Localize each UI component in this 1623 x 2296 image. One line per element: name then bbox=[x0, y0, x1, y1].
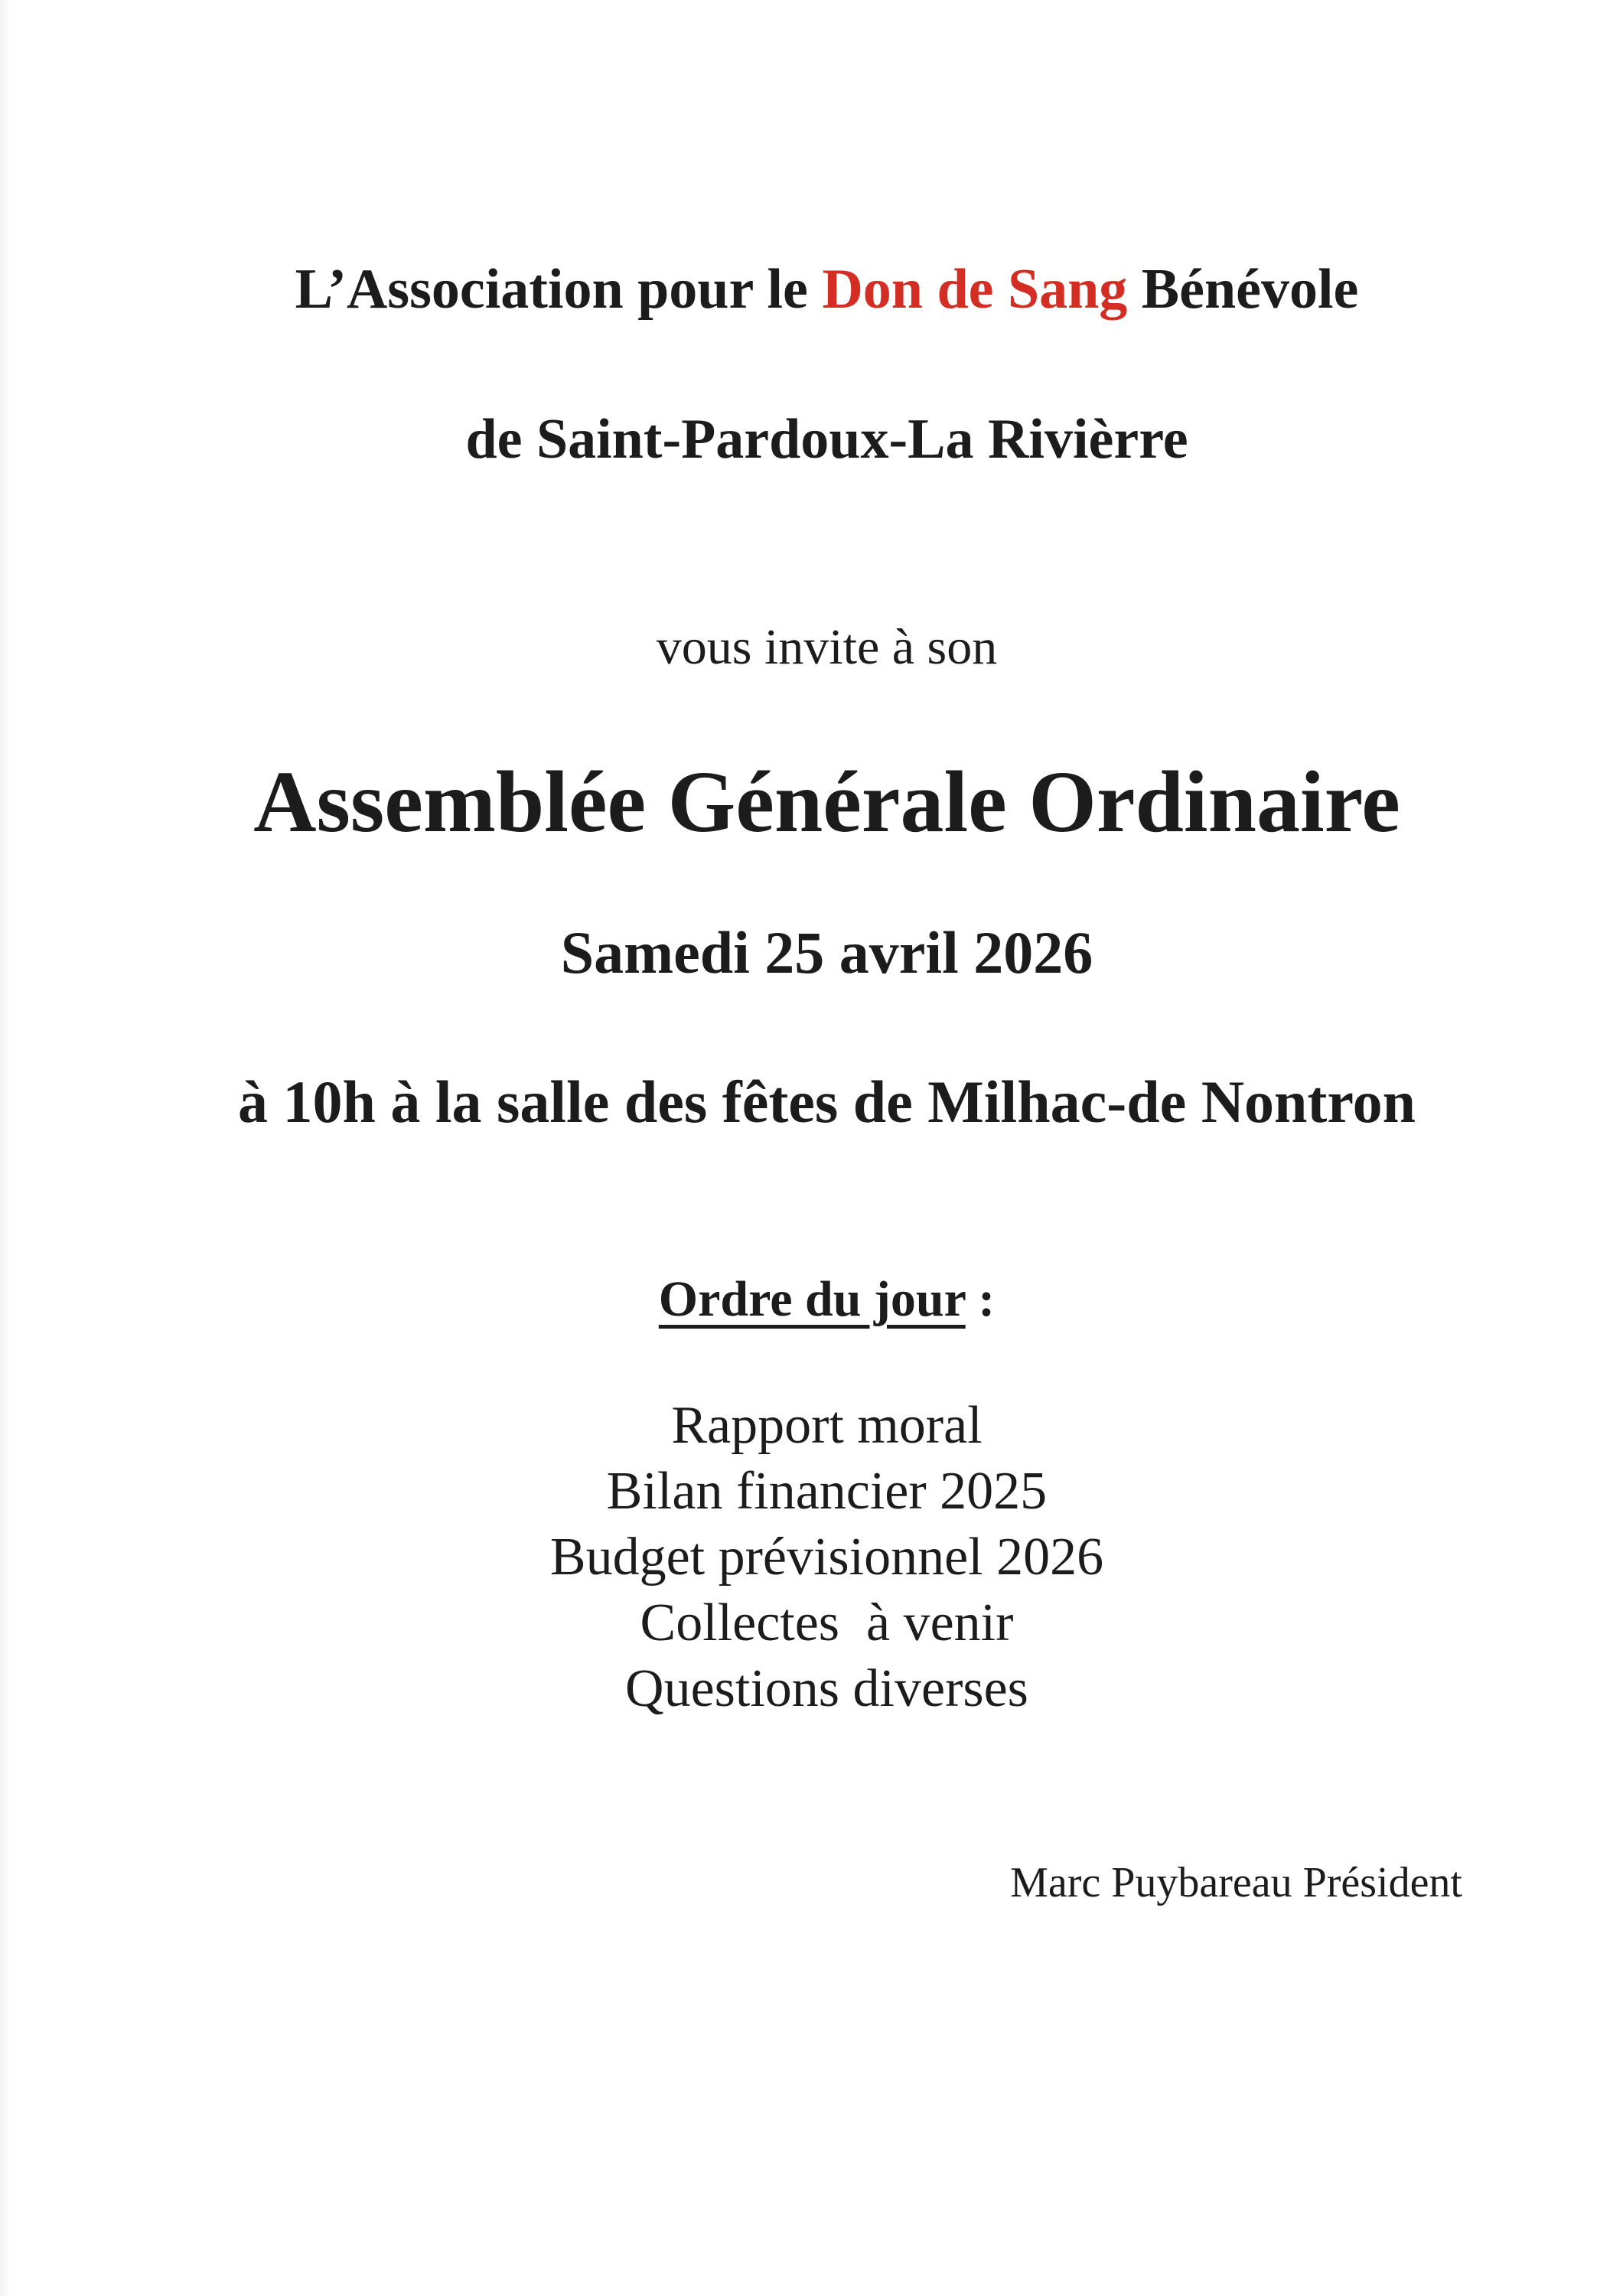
agenda-item: Rapport moral bbox=[671, 1396, 983, 1455]
event-title: Assemblée Générale Ordinaire bbox=[253, 753, 1400, 850]
invite-text: vous invite à son bbox=[656, 619, 998, 675]
signature: Marc Puybareau Président bbox=[1010, 1859, 1462, 1906]
agenda-heading-line bbox=[0, 1270, 1623, 1329]
agenda-heading-colon: : bbox=[965, 1271, 996, 1327]
agenda-item: Bilan financier 2025 bbox=[606, 1462, 1048, 1521]
event-date: Samedi 25 avril 2026 bbox=[560, 919, 1093, 986]
agenda-item: Questions diverses bbox=[625, 1659, 1028, 1718]
association-location: de Saint-Pardoux-La Rivièrre bbox=[465, 408, 1188, 471]
association-name-line bbox=[0, 257, 1623, 322]
scan-edge-shadow bbox=[0, 0, 11, 2296]
association-name-start: L’Association pour le bbox=[295, 258, 823, 321]
agenda-list bbox=[0, 1393, 1623, 1722]
agenda-heading: Ordre du jour bbox=[658, 1271, 966, 1327]
agenda-item: Budget prévisionnel 2026 bbox=[549, 1528, 1104, 1587]
association-name-end: Bénévole bbox=[1127, 258, 1359, 321]
association-name-accent: Don de Sang bbox=[822, 258, 1128, 321]
event-location: à 10h à la salle des fêtes de Milhac-de Nontron bbox=[238, 1068, 1416, 1135]
agenda-item: Collectes à venir bbox=[640, 1593, 1014, 1652]
